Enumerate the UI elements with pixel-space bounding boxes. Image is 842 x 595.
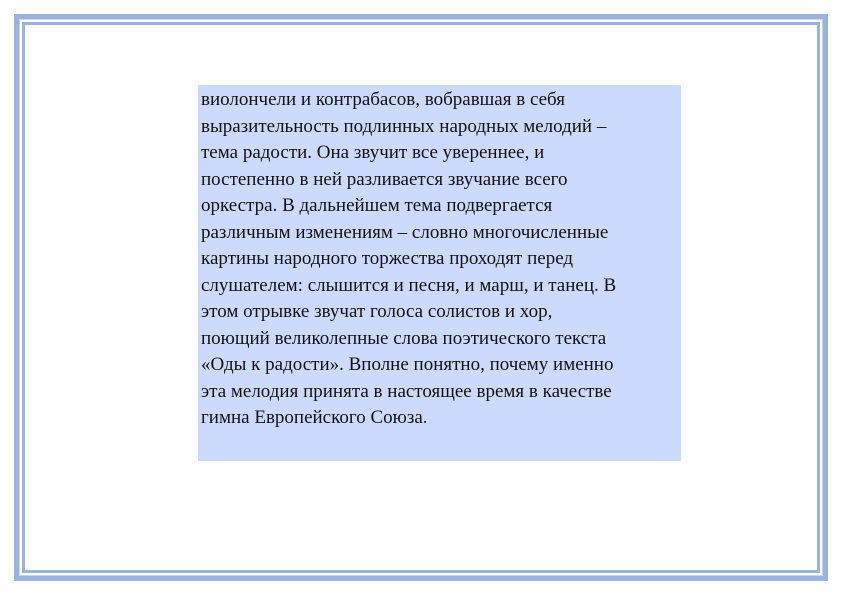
text-line: различным изменениям – словно многочисленные (201, 221, 609, 243)
text-line: слушателем: слышится и песня, и марш, и танец. В (201, 274, 617, 296)
text-line: гимна Европейского Союза. (201, 407, 428, 428)
text-line: виолончели и контрабасов, вобравшая в себя (201, 89, 565, 110)
text-box (198, 85, 681, 461)
text-line: выразительность подлинных народных мелодий – (201, 115, 607, 137)
text-line: эта мелодия принята в настоящее время в качестве (201, 380, 612, 402)
text-line: поющий великолепные слова поэтического текста (201, 327, 607, 349)
text-line: этом отрывке звучат голоса солистов и хор, (201, 301, 553, 322)
text-line: «Оды к радости». Вполне понятно, почему именно (201, 354, 614, 375)
text-line: картины народного торжества проходят перед (201, 248, 574, 269)
text-line: оркестра. В дальнейшем тема подвергается (201, 195, 553, 216)
text-line: постепенно в ней разливается звучание всего (201, 168, 568, 190)
text-line: тема радости. Она звучит все увереннее, и (201, 142, 545, 163)
